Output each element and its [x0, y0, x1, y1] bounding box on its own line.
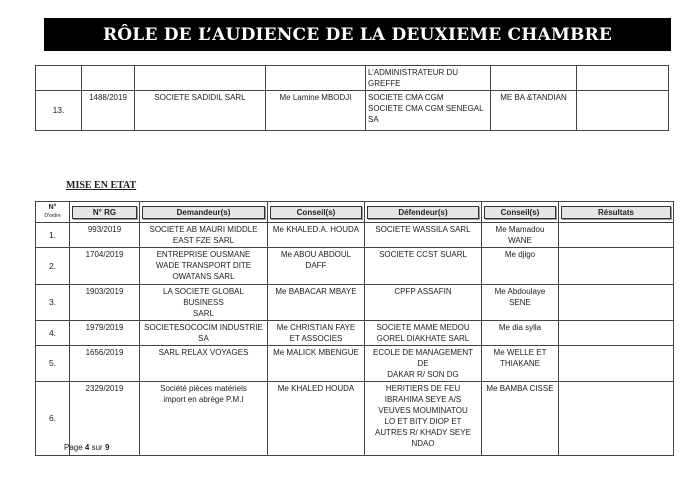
header-conseil-defendeur: Conseil(s) — [482, 202, 559, 223]
cell-conseil-defendeur: ME BA &TANDIAN — [491, 91, 577, 131]
cell-rg — [82, 66, 135, 91]
cell-conseil-demandeur-line: ET ASSOCIES — [289, 334, 343, 343]
cell-defendeur — [365, 382, 482, 456]
cell-resultats — [559, 248, 674, 285]
page-footer: Page 4 sur 9 — [64, 443, 110, 452]
cell-defendeur-line: SOCIETE CMA CGM SENEGAL — [368, 104, 484, 113]
cell-conseil-defendeur-line: SENE — [509, 298, 531, 307]
cell-defendeur-line: SOCIETE MAME MEDOU — [376, 323, 470, 332]
table-row — [36, 346, 674, 382]
cell-conseil-defendeur-line: WANE — [508, 236, 532, 245]
cell-conseil-demandeur — [266, 66, 366, 91]
cell-num: 5. — [36, 346, 70, 382]
cell-resultats — [559, 346, 674, 382]
cell-conseil-demandeur-line: Me KHALED.A. HOUDA — [272, 225, 360, 234]
cell-conseil-demandeur — [268, 285, 365, 321]
cell-demandeur-line: EAST FZE SARL — [172, 236, 235, 245]
cell-demandeur — [140, 321, 268, 346]
cell-num: 4. — [36, 321, 70, 346]
cell-demandeur-line: WADE TRANSPORT DITE — [155, 261, 252, 270]
page-title: RÔLE DE L’AUDIENCE DE LA DEUXIEME CHAMBRE — [102, 24, 613, 45]
cell-num: 3. — [36, 285, 70, 321]
page-title-banner — [44, 18, 671, 51]
cell-conseil-demandeur — [268, 321, 365, 346]
cell-defendeur — [365, 223, 482, 248]
cell-defendeur-line: SOCIETE CCST SUARL — [379, 250, 467, 259]
cell-conseil-demandeur-line: Me MALICK MBENGUE — [273, 348, 359, 357]
cell-resultats — [577, 91, 669, 131]
cell-rg: 1903/2019 — [70, 285, 140, 321]
cell-conseil-demandeur — [268, 346, 365, 382]
cell-conseil-demandeur — [268, 248, 365, 285]
cell-defendeur-line: HERITIERS DE FEU — [385, 384, 461, 393]
cell-conseil-defendeur-line: Me dia sylla — [498, 323, 542, 332]
cell-demandeur-line: OWATANS SARL — [172, 272, 235, 281]
section-title: MISE EN ETAT — [66, 180, 137, 191]
cell-conseil-defendeur-line: Me djigo — [504, 250, 536, 259]
cell-conseil-demandeur — [268, 223, 365, 248]
cell-conseil-defendeur — [482, 321, 559, 346]
cell-rg: 1656/2019 — [70, 346, 140, 382]
header-num: N° D'ordre — [36, 202, 70, 223]
cell-demandeur — [135, 66, 266, 91]
cell-num: 13. — [36, 91, 82, 131]
cell-rg: 993/2019 — [70, 223, 140, 248]
cell-conseil-defendeur — [482, 382, 559, 456]
cell-conseil-defendeur-line: Me BAMBA CISSE — [486, 384, 554, 393]
cell-defendeur — [366, 66, 491, 91]
header-conseil-demandeur: Conseil(s) — [268, 202, 365, 223]
cell-defendeur-line: NDAO — [411, 439, 435, 448]
cell-num: 2. — [36, 248, 70, 285]
cell-defendeur — [365, 321, 482, 346]
cell-rg: 2329/2019 — [70, 382, 140, 456]
cell-rg: 1704/2019 — [70, 248, 140, 285]
cell-demandeur-line: import en abrège P.M.I — [163, 395, 244, 404]
cell-demandeur-line: ENTREPRISE OUSMANE — [156, 250, 251, 259]
cell-conseil-defendeur — [482, 346, 559, 382]
cell-demandeur-line: SOCIETE AB MAURI MIDDLE — [149, 225, 258, 234]
cell-demandeur — [140, 248, 268, 285]
cell-resultats — [559, 285, 674, 321]
cell-defendeur-line: GOREL DIAKHATE SARL — [376, 334, 470, 343]
cell-demandeur-line: SARL RELAX VOYAGES — [158, 348, 249, 357]
cell-demandeur-line: SA — [198, 334, 209, 343]
cell-defendeur-line: LO ET BITY DIOP ET — [384, 417, 462, 426]
table-row — [36, 382, 674, 456]
cell-conseil-demandeur-line: Me BABACAR MBAYE — [275, 287, 357, 296]
cell-defendeur-line: VEUVES MOUMINATOU — [378, 406, 468, 415]
header-demandeur: Demandeur(s) — [140, 202, 268, 223]
header-resultats: Résultats — [559, 202, 674, 223]
cell-conseil-defendeur — [482, 285, 559, 321]
table-row — [36, 223, 674, 248]
header-rg: N° RG — [70, 202, 140, 223]
cell-conseil-defendeur — [482, 248, 559, 285]
cell-defendeur-line: GREFFE — [368, 79, 401, 88]
cell-conseil-defendeur-line: THIAKANE — [499, 359, 540, 368]
cell-demandeur-line: LA SOCIETE GLOBAL BUSINESS — [163, 287, 244, 307]
cell-rg: 1979/2019 — [70, 321, 140, 346]
cell-num: 6. — [36, 382, 70, 456]
previous-case-table — [35, 65, 669, 131]
cell-defendeur-line: IBRAHIMA SEYE A/S — [384, 395, 462, 404]
cell-conseil-demandeur — [268, 382, 365, 456]
cell-defendeur-line: L’ADMINISTRATEUR DU — [368, 68, 459, 77]
cell-defendeur — [365, 248, 482, 285]
cell-demandeur: SOCIETE SADIDIL SARL — [135, 91, 266, 131]
cell-conseil-defendeur-line: Me Mamadou — [495, 225, 545, 234]
cell-defendeur-line: DAKAR R/ SON DG — [387, 370, 459, 379]
cell-conseil-demandeur-line: Me ABOU ABDOUL — [280, 250, 352, 259]
cell-demandeur — [140, 223, 268, 248]
cell-conseil-demandeur: Me Lamine MBODJI — [266, 91, 366, 131]
cell-defendeur — [365, 346, 482, 382]
cell-defendeur-line: AUTRES R/ KHADY SEYE — [375, 428, 471, 437]
cell-num — [36, 66, 82, 91]
table-row — [36, 285, 674, 321]
table-row — [36, 321, 674, 346]
table-row — [36, 66, 669, 91]
cell-conseil-defendeur — [491, 66, 577, 91]
cell-resultats — [577, 66, 669, 91]
mise-en-etat-table — [35, 201, 674, 456]
cell-demandeur-line: Société pièces matériels — [160, 384, 247, 393]
cell-conseil-defendeur-line: Me WELLE ET — [493, 348, 547, 357]
cell-demandeur-line: SOCIETESOCOCIM INDUSTRIE — [144, 323, 263, 332]
cell-rg: 1488/2019 — [82, 91, 135, 131]
cell-conseil-demandeur-line: Me KHALED HOUDA — [277, 384, 355, 393]
cell-defendeur-line: ECOLE DE MANAGEMENT DE — [372, 348, 473, 368]
cell-resultats — [559, 223, 674, 248]
cell-defendeur-line: SOCIETE WASSILA SARL — [375, 225, 471, 234]
cell-defendeur — [365, 285, 482, 321]
table-row — [36, 91, 669, 131]
table-header-row — [36, 202, 674, 223]
cell-demandeur-line: SARL — [193, 309, 214, 318]
cell-defendeur — [366, 91, 491, 131]
cell-conseil-defendeur-line: Me Abdoulaye — [494, 287, 546, 296]
cell-num: 1. — [36, 223, 70, 248]
cell-conseil-demandeur-line: Me CHRISTIAN FAYE — [276, 323, 356, 332]
cell-conseil-demandeur-line: DAFF — [305, 261, 327, 270]
cell-defendeur-line: SOCIETE CMA CGM — [368, 93, 444, 102]
cell-resultats — [559, 382, 674, 456]
cell-defendeur-line: SA — [368, 115, 379, 124]
header-defendeur: Défendeur(s) — [365, 202, 482, 223]
cell-defendeur-line: CPFP ASSAFIN — [394, 287, 452, 296]
cell-resultats — [559, 321, 674, 346]
table-row — [36, 248, 674, 285]
cell-demandeur — [140, 382, 268, 456]
cell-conseil-defendeur — [482, 223, 559, 248]
cell-demandeur — [140, 285, 268, 321]
cell-demandeur — [140, 346, 268, 382]
